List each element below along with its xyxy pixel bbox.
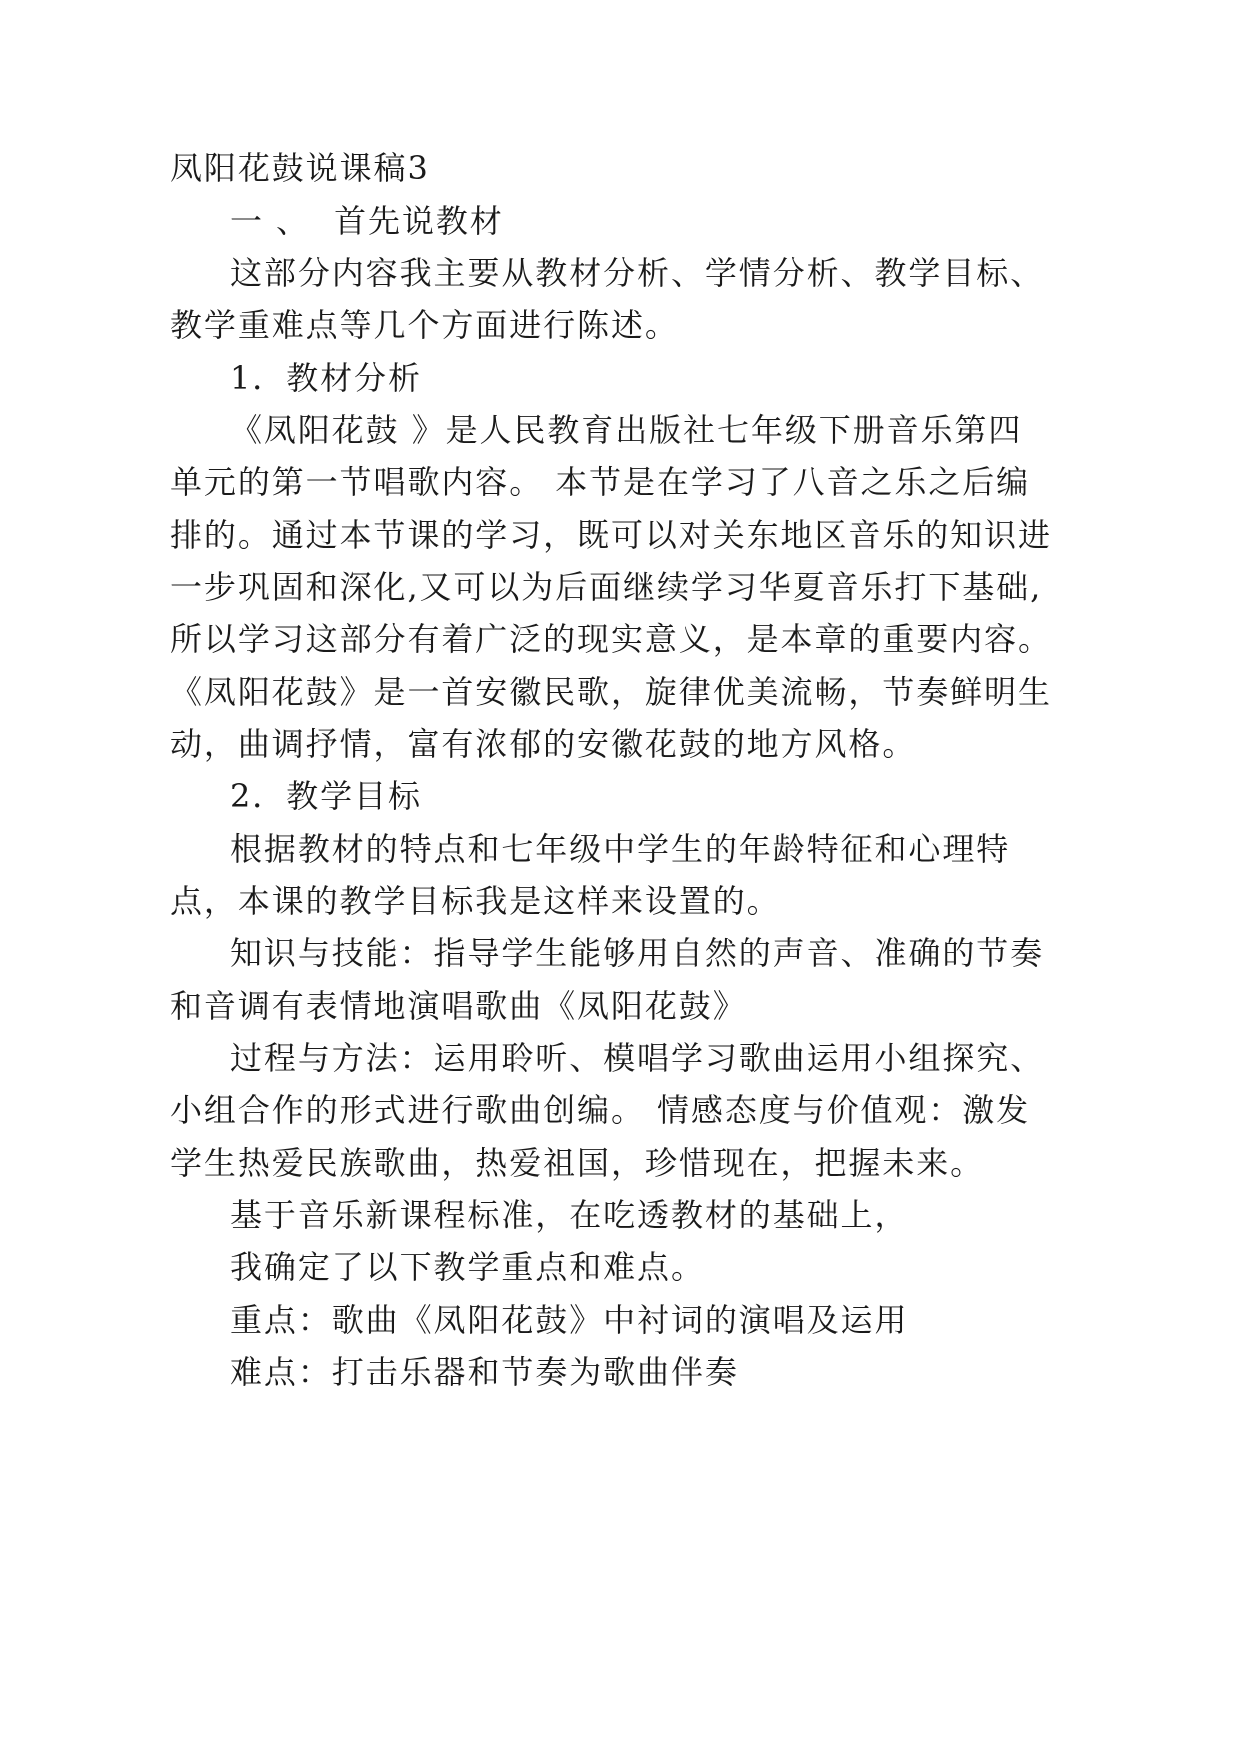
subsection-heading: 2．教学目标: [230, 777, 422, 815]
paragraph-line: 单元的第一节唱歌内容。 本节是在学习了八音之乐之后编: [170, 463, 1031, 501]
paragraph-line: 排的。通过本节课的学习，既可以对关东地区音乐的知识进: [170, 516, 1052, 554]
paragraph-line: 我确定了以下教学重点和难点。: [230, 1248, 705, 1286]
paragraph-line: 所以学习这部分有着广泛的现实意义，是本章的重要内容。: [170, 620, 1052, 658]
paragraph-line: 《凤阳花鼓》是一首安徽民歌，旋律优美流畅，节奏鲜明生: [170, 673, 1052, 711]
document-title: 凤阳花鼓说课稿3: [170, 149, 430, 187]
paragraph-line: 过程与方法：运用聆听、模唱学习歌曲运用小组探究、: [230, 1039, 1045, 1077]
key-point-line: 重点：歌曲《凤阳花鼓》中衬词的演唱及运用: [230, 1301, 909, 1339]
paragraph-line: 一步巩固和深化,又可以为后面继续学习华夏音乐打下基础,: [170, 568, 1043, 606]
paragraph-line: 动，曲调抒情，富有浓郁的安徽花鼓的地方风格。: [170, 725, 917, 763]
section-heading: 一 、 首先说教材: [230, 202, 504, 240]
paragraph-line: 《凤阳花鼓 》是人民教育出版社七年级下册音乐第四: [230, 411, 1023, 449]
subsection-heading: 1．教材分析: [230, 359, 422, 397]
paragraph-line: 小组合作的形式进行歌曲创编。 情感态度与价值观：激发: [170, 1091, 1031, 1129]
difficult-point-line: 难点：打击乐器和节奏为歌曲伴奏: [230, 1353, 739, 1391]
paragraph-line: 教学重难点等几个方面进行陈述。: [170, 306, 679, 344]
paragraph-line: 基于音乐新课程标准，在吃透教材的基础上，: [230, 1196, 909, 1234]
paragraph-line: 根据教材的特点和七年级中学生的年龄特征和心理特: [230, 830, 1011, 868]
paragraph-line: 学生热爱民族歌曲，热爱祖国，珍惜现在，把握未来。: [170, 1144, 985, 1182]
paragraph-line: 知识与技能：指导学生能够用自然的声音、准确的节奏: [230, 934, 1045, 972]
paragraph-line: 这部分内容我主要从教材分析、学情分析、教学目标、: [230, 254, 1045, 292]
paragraph-line: 点，本课的教学目标我是这样来设置的。: [170, 882, 781, 920]
paragraph-line: 和音调有表情地演唱歌曲《凤阳花鼓》: [170, 987, 747, 1025]
